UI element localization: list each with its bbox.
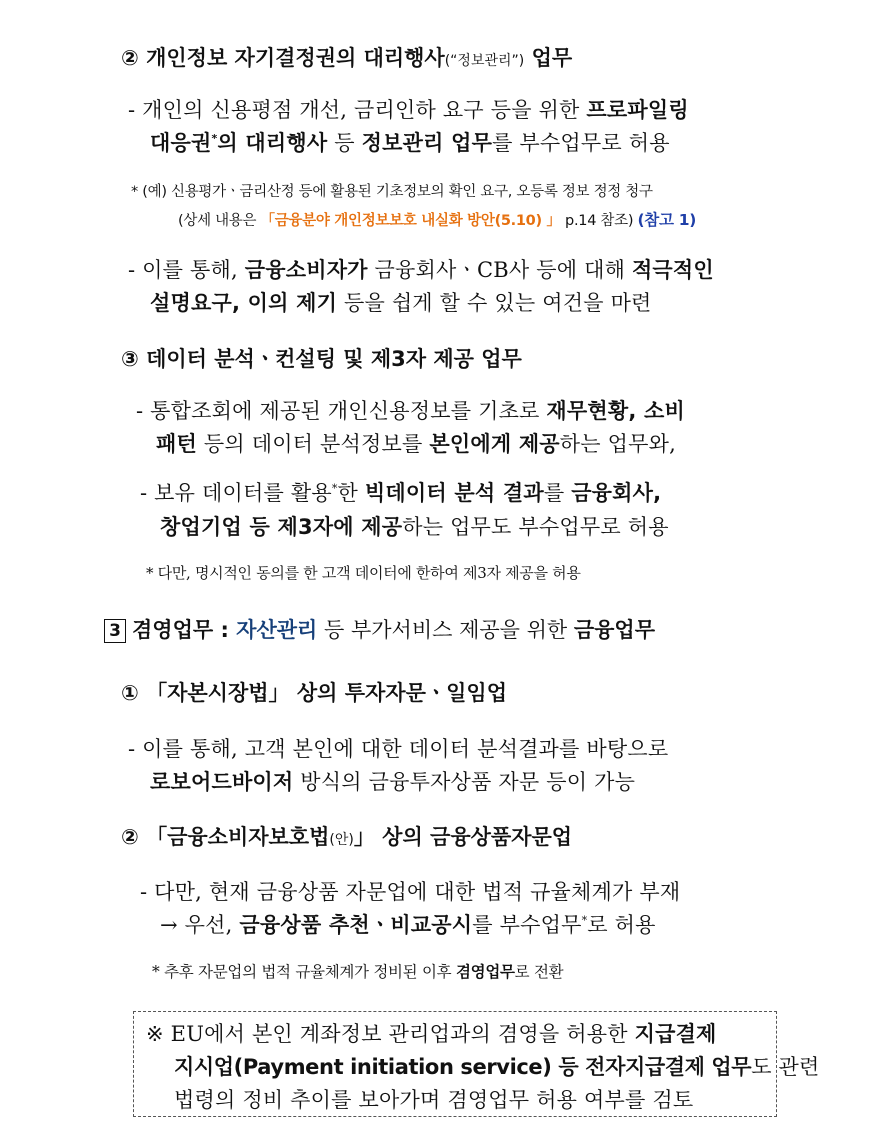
bullet-bigdata-line1	[140, 477, 661, 507]
text: 금융회사ㆍCB사 등에 대해	[367, 258, 632, 282]
heading-concurrent-business	[104, 614, 655, 644]
bold-text: 겸영업무	[455, 963, 515, 981]
bold-text: 패턴	[156, 432, 197, 456]
text: 」 상의 금융상품자문업	[353, 825, 573, 849]
text: (상세 내용은	[178, 213, 261, 229]
bold-text: 재무현황, 소비	[546, 399, 686, 423]
bold-text: 대응권	[150, 131, 212, 155]
bold-text: 정보관리 업무	[361, 131, 493, 155]
text: 를	[543, 481, 572, 505]
text: 도 관련	[751, 1055, 820, 1079]
footnote-star: *	[211, 132, 218, 145]
bold-text: 본인에게 제공	[429, 432, 560, 456]
text: ② 「금융소비자보호법	[121, 825, 330, 849]
heading-data-analysis: ③ 데이터 분석ㆍ컨설팅 및 제3자 제공 업무	[121, 347, 522, 371]
bold-text: 설명요구, 이의 제기	[150, 291, 338, 315]
text: ※ EU에서 본인 계좌정보 관리업과의 겸영을 허용한	[146, 1022, 635, 1046]
bold-text: 창업기업 등 제3자에 제공	[160, 515, 403, 539]
text: * 추후 자문업의 법적 규율체계가 정비된 이후	[152, 963, 456, 981]
text: → 우선,	[160, 913, 240, 937]
bullet-advisory-line1: - 다만, 현재 금융상품 자문업에 대한 법적 규율체계가 부재	[140, 880, 681, 904]
text: - 개인의 신용평점 개선, 금리인하 요구 등을 위한	[128, 98, 587, 122]
footnote-star: *	[581, 914, 588, 927]
text: 하는 업무와,	[559, 432, 676, 456]
text: 등의 데이터 분석정보를	[196, 432, 430, 456]
bold-text: 지급결제	[634, 1022, 717, 1046]
text: 등을 쉽게 할 수 있는 여건을 마련	[337, 291, 652, 315]
bold-text: 금융회사,	[571, 481, 662, 505]
heading-paren: (“정보관리”)	[444, 53, 525, 69]
note-box-line2	[174, 1051, 820, 1081]
bullet-robo-line1: - 이를 통해, 고객 본인에 대한 데이터 분석결과를 바탕으로	[128, 737, 669, 761]
text: 겸영업무 :	[132, 618, 237, 642]
footnote-transition	[152, 960, 563, 982]
bold-text: 프로파일링	[586, 98, 689, 122]
heading-tail: 업무	[531, 46, 573, 70]
bullet-profiling-line2	[150, 127, 670, 157]
bold-text: 로보어드바이저	[150, 770, 294, 794]
bullet-consumer-line2	[150, 287, 652, 317]
text: 를 부수업무로 허용	[492, 131, 670, 155]
bold-text: 빅데이터 분석 결과	[364, 481, 544, 505]
heading-capital-market-act: ① 「자본시장법」 상의 투자자문ㆍ일임업	[121, 681, 508, 705]
reference-title: 「금융분야 개인정보보호 내실화 방안(5.10) 」	[260, 213, 561, 229]
text: p.14 참조)	[560, 213, 634, 229]
text: - 통합조회에 제공된 개인신용정보를 기초로	[136, 399, 547, 423]
footnote-consent: * 다만, 명시적인 동의를 한 고객 데이터에 한하여 제3자 제공을 허용	[146, 564, 581, 582]
heading-text: 개인정보 자기결정권의 대리행사	[146, 46, 445, 70]
bullet-consumer-line1	[128, 254, 714, 284]
paren-text: (안)	[329, 832, 354, 848]
footnote-example: * (예) 신용평가ㆍ금리산정 등에 활용된 기초정보의 확인 요구, 오등록 정보 정정 청구	[131, 184, 653, 200]
bold-text: 금융업무	[573, 618, 656, 642]
text: 로 전환	[514, 963, 564, 981]
reference-link[interactable]: (참고 1)	[637, 211, 697, 229]
text: 를 부수업무	[472, 913, 582, 937]
heading-number: ②	[121, 46, 139, 70]
text: 방식의 금융투자상품 자문 등이 가능	[293, 770, 636, 794]
text: - 보유 데이터를 활용	[140, 481, 332, 505]
bold-text: 금융소비자가	[244, 258, 368, 282]
text: 로 허용	[587, 913, 656, 937]
highlight-text: 자산관리	[236, 618, 318, 642]
heading-info-management	[121, 42, 572, 72]
footnote-star: *	[331, 482, 338, 495]
bullet-analysis-line2	[156, 428, 676, 458]
note-box-line1	[146, 1018, 717, 1048]
bold-text: 적극적인	[631, 258, 714, 282]
section-number-box: 3	[104, 619, 126, 643]
text: 한	[337, 481, 365, 505]
text: 하는 업무도 부수업무로 허용	[402, 515, 669, 539]
text: - 이를 통해,	[128, 258, 245, 282]
text: 등	[327, 131, 362, 155]
bold-text: 의 대리행사	[217, 131, 328, 155]
bullet-advisory-line2	[160, 909, 656, 939]
heading-consumer-protection-act	[121, 821, 572, 851]
text: 등 부가서비스 제공을 위한	[317, 618, 574, 642]
footnote-reference	[178, 208, 696, 230]
bullet-analysis-line1	[136, 395, 685, 425]
note-box-line3: 법령의 정비 추이를 보아가며 겸영업무 허용 여부를 검토	[174, 1088, 694, 1112]
bold-text: 금융상품 추천ㆍ비교공시	[239, 913, 473, 937]
bullet-profiling-line1	[128, 94, 689, 124]
bullet-robo-line2	[150, 766, 635, 796]
bullet-bigdata-line2	[160, 511, 669, 541]
bold-text: 지시업(Payment initiation service) 등 전자지급결제 업무	[174, 1055, 752, 1079]
